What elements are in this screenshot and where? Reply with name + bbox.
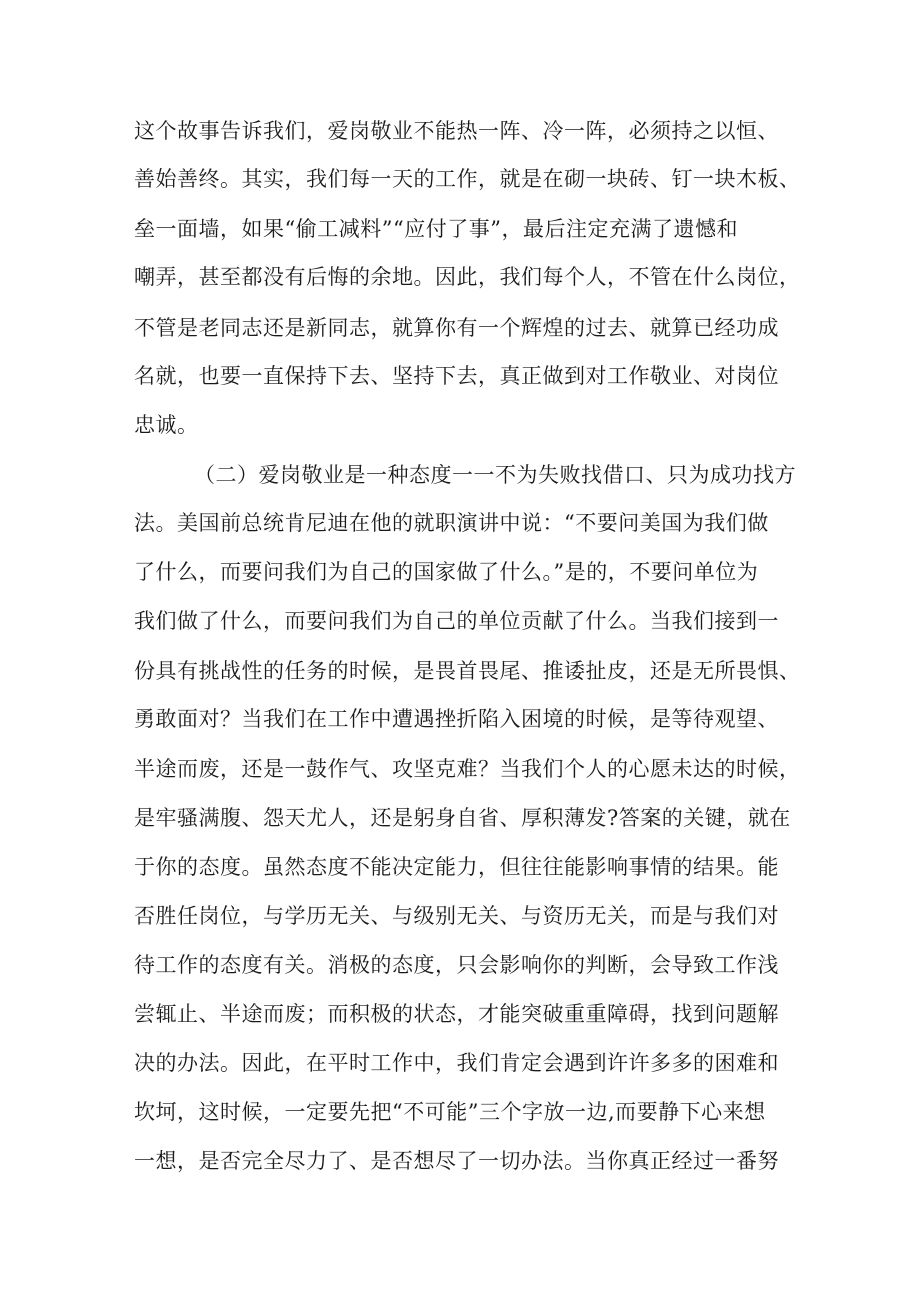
paragraph-2-line-11: 待工作的态度有关。消极的态度，只会影响你的判断，会导致工作浅: [134, 953, 779, 977]
paragraph-1-line-1: 这个故事告诉我们，爱岗敬业不能热一阵、冷一阵，必须持之以恒、: [134, 119, 779, 143]
paragraph-2-line-6: 勇敢面对？当我们在工作中遭遇挫折陷入困境的时候，是等待观望、: [134, 707, 779, 731]
paragraph-1-line-6: 名就，也要一直保持下去、坚持下去，真正做到对工作敬业、对岗位: [134, 364, 779, 388]
paragraph-2-line-3: 了什么，而要问我们为自己的国家做了什么。”是的，不要问单位为: [134, 560, 759, 584]
paragraph-2-line-5: 份具有挑战性的任务的时候，是畏首畏尾、推诿扯皮，还是无所畏惧、: [134, 659, 801, 683]
paragraph-2-line-8: 是牢骚满腹、怨天尤人，还是躬身自省、厚积薄发?答案的关键，就在: [134, 806, 791, 830]
paragraph-2-line-12: 尝辄止、半途而废；而积极的状态，才能突破重重障碍，找到问题解: [134, 1002, 779, 1026]
paragraph-1-line-7: 忠诚。: [134, 413, 199, 437]
paragraph-2-line-1: （二）爱岗敬业是一种态度一一不为失败找借口、只为成功找方: [194, 463, 796, 487]
paragraph-2-line-4: 我们做了什么，而要问我们为自己的单位贡献了什么。当我们接到一: [134, 609, 779, 633]
paragraph-1-line-3: 垒一面墙，如果“偷工减料”“应付了事”，最后注定充满了遗憾和: [134, 217, 738, 241]
paragraph-2-line-7: 半途而废，还是一鼓作气、攻坚克难？当我们个人的心愿未达的时候，: [134, 757, 801, 781]
paragraph-1-line-2: 善始善终。其实，我们每一天的工作，就是在砌一块砖、钉一块木板、: [134, 167, 801, 191]
paragraph-2-line-2: 法。美国前总统肯尼迪在他的就职演讲中说：“不要问美国为我们做: [134, 511, 769, 535]
paragraph-2-line-13: 决的办法。因此，在平时工作中，我们肯定会遇到许许多多的困难和: [134, 1051, 779, 1075]
paragraph-1-line-5: 不管是老同志还是新同志，就算你有一个辉煌的过去、就算已经功成: [134, 316, 779, 340]
paragraph-1-line-4: 嘲弄，甚至都没有后悔的余地。因此，我们每个人，不管在什么岗位，: [134, 265, 801, 289]
paragraph-2-line-10: 否胜任岗位，与学历无关、与级别无关、与资历无关，而是与我们对: [134, 904, 779, 928]
paragraph-2-line-15: 一想，是否完全尽力了、是否想尽了一切办法。当你真正经过一番努: [134, 1149, 779, 1173]
paragraph-2-line-9: 于你的态度。虽然态度不能决定能力，但往往能影响事情的结果。能: [134, 855, 779, 879]
paragraph-2-line-14: 坎坷，这时候，一定要先把“不可能”三个字放一边,而要静下心来想: [134, 1100, 766, 1124]
